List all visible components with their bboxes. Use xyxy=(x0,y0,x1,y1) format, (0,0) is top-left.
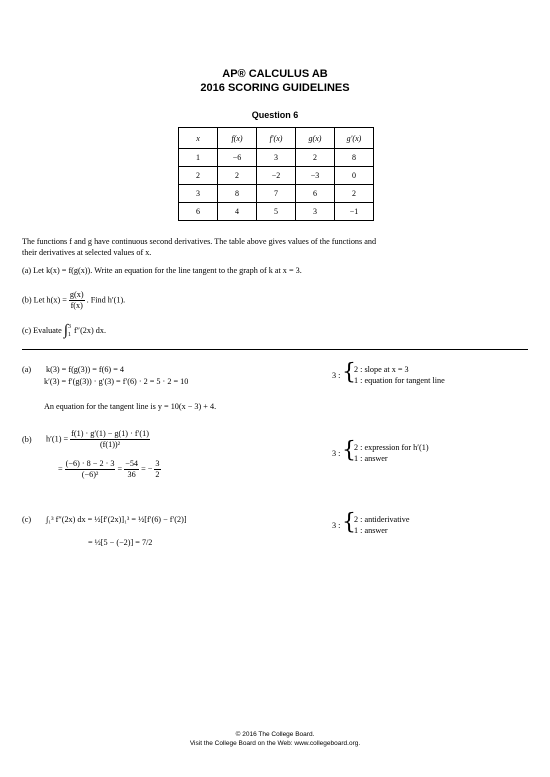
part-c-prompt xyxy=(22,323,106,339)
table-cell: 7 xyxy=(257,185,296,203)
solution-b-expression xyxy=(46,429,150,450)
part-b-prompt xyxy=(22,290,125,311)
scoring-b-item: 1 : answer xyxy=(354,454,388,463)
table-header-cell: g(x) xyxy=(296,128,335,149)
part-c-lead: (c) Evaluate xyxy=(22,325,62,335)
solution-b-label: (b) xyxy=(22,435,32,444)
table-cell: 0 xyxy=(335,167,374,185)
course-title: AP® CALCULUS AB xyxy=(222,68,328,80)
table-cell: 2 xyxy=(218,167,257,185)
solution-a-line2: k′(3) = f′(g(3)) · g′(3) = f′(6) · 2 = 5 · 2 = 10 xyxy=(44,377,189,386)
table-cell: 3 xyxy=(296,203,335,221)
solution-b-denominator3: 36 xyxy=(127,470,136,479)
table-cell: 5 xyxy=(257,203,296,221)
question-heading: Question 6 xyxy=(251,110,299,120)
integral-sign-icon: ∫ xyxy=(63,322,68,339)
solution-a-label: (a) xyxy=(22,365,32,374)
table-header-cell: x xyxy=(179,128,218,149)
part-b-fraction xyxy=(69,290,85,311)
part-b-lead: (b) Let h(x) = xyxy=(22,295,67,305)
solution-b-equals2: = xyxy=(117,464,123,474)
solution-b-fraction xyxy=(70,429,150,450)
brace-icon: { xyxy=(342,510,356,535)
solution-b-evaluation xyxy=(58,459,161,480)
scoring-a-item: 1 : equation for tangent line xyxy=(354,376,445,385)
table-cell: 6 xyxy=(179,203,218,221)
part-c-tail: f″(2x) dx. xyxy=(73,325,106,335)
table-cell: −3 xyxy=(296,167,335,185)
scoring-b-item: 2 : expression for h′(1) xyxy=(354,443,429,452)
table-cell: −2 xyxy=(257,167,296,185)
table-cell: 4 xyxy=(218,203,257,221)
table-cell: 2 xyxy=(296,149,335,167)
solution-b-denominator: (f(1))² xyxy=(99,440,121,449)
table-cell: 8 xyxy=(335,149,374,167)
solution-c-label: (c) xyxy=(22,515,32,524)
part-c-upper-limit: 3 xyxy=(67,324,71,330)
table-cell: 6 xyxy=(296,185,335,203)
part-c-limits xyxy=(68,323,71,339)
values-table xyxy=(178,127,374,221)
intro-text-line1: The functions f and g have continuous second derivatives. The table above gives values of the functions and xyxy=(22,237,377,246)
section-divider xyxy=(22,349,528,350)
brace-icon: { xyxy=(342,360,356,385)
website-notice: Visit the College Board on the Web: www.collegeboard.org. xyxy=(189,740,361,747)
document-title: 2016 SCORING GUIDELINES xyxy=(200,82,350,94)
scoring-a-total: 3 : xyxy=(332,371,341,380)
table-cell: 1 xyxy=(179,149,218,167)
solution-c-line2: = ½[5 − (−2)] = 7/2 xyxy=(88,538,153,547)
solution-c-line1: ∫₁³ f″(2x) dx = ½[f′(2x)]₁³ = ½[f′(6) − f′(2)] xyxy=(46,515,187,524)
solution-a-line3: An equation for the tangent line is y = 10(x − 3) + 4. xyxy=(44,402,217,411)
scoring-c-item: 2 : antiderivative xyxy=(354,515,410,524)
scoring-a-item: 2 : slope at x = 3 xyxy=(354,365,409,374)
table-header-cell: g′(x) xyxy=(335,128,374,149)
table-cell: −6 xyxy=(218,149,257,167)
part-a-prompt: (a) Let k(x) = f(g(x)). Write an equation for the line tangent to the graph of k at x = 3. xyxy=(22,266,302,275)
solution-b-fraction2 xyxy=(65,459,116,480)
table-header-cell: f′(x) xyxy=(257,128,296,149)
table-cell: 2 xyxy=(179,167,218,185)
solution-b-fraction3 xyxy=(124,459,139,480)
table-cell: 2 xyxy=(335,185,374,203)
intro-text-line2: their derivatives at selected values of x. xyxy=(22,248,152,257)
solution-b-denominator2: (−6)² xyxy=(81,470,99,479)
table-header-row xyxy=(179,128,374,149)
table-row xyxy=(179,203,374,221)
part-b-denominator: f(x) xyxy=(70,301,83,310)
part-b-tail: . Find h′(1). xyxy=(86,295,126,305)
part-b-numerator: g(x) xyxy=(69,290,84,299)
solution-b-numerator4: 3 xyxy=(155,459,160,468)
scoring-c-item: 1 : answer xyxy=(354,526,388,535)
table-row xyxy=(179,149,374,167)
table-row xyxy=(179,167,374,185)
table-cell: 3 xyxy=(257,149,296,167)
solution-b-lead: h′(1) = xyxy=(46,434,69,444)
scoring-b-total: 3 : xyxy=(332,449,341,458)
table-cell: 3 xyxy=(179,185,218,203)
table-row xyxy=(179,185,374,203)
brace-icon: { xyxy=(342,438,356,463)
solution-a-line1: k(3) = f(g(3)) = f(6) = 4 xyxy=(46,365,124,374)
solution-b-numerator: f(1) · g′(1) − g(1) · f′(1) xyxy=(71,429,149,438)
table-cell: −1 xyxy=(335,203,374,221)
solution-b-numerator3: −54 xyxy=(125,459,139,468)
solution-b-denominator4: 2 xyxy=(155,470,160,479)
copyright-notice: © 2016 The College Board. xyxy=(235,731,315,738)
solution-b-fraction4 xyxy=(154,459,160,480)
part-c-lower-limit: 1 xyxy=(67,332,71,338)
table-cell: 8 xyxy=(218,185,257,203)
solution-b-equals: = xyxy=(58,464,63,474)
solution-b-numerator2: (−6) · 8 − 2 · 3 xyxy=(65,459,115,468)
scoring-c-total: 3 : xyxy=(332,521,341,530)
table-header-cell: f(x) xyxy=(218,128,257,149)
solution-b-equals3: = − xyxy=(141,464,153,474)
